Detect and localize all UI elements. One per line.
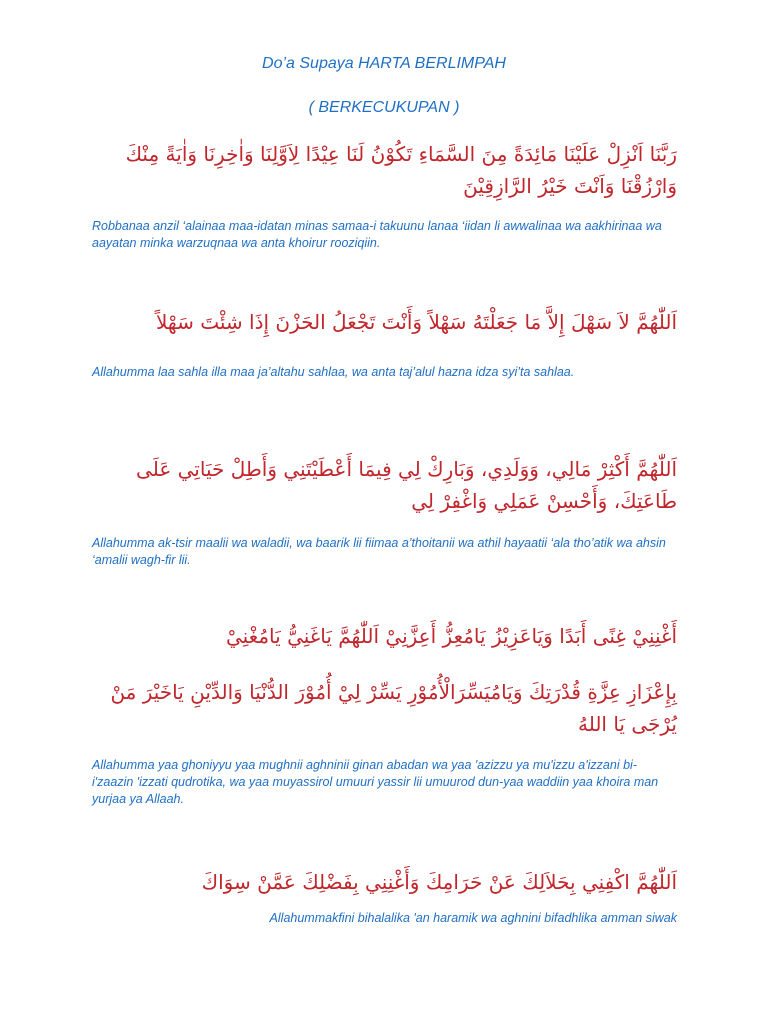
- prayer-4-arabic-line-2: بِإِعْزَازِ عِزَّةِ قُدْرَتِكَ وَيَامُيَسِّرَالْأُمُوْرِ يَسِّرْ لِيْ أُمُوْرَ الدُّنْيَا وَالدِّيْنِ يَاخَيْرَ مَنْ يُرْجَى يَا اللهُ: [110, 680, 677, 736]
- page-title: Do’a Supaya HARTA BERLIMPAH: [262, 55, 506, 72]
- prayer-3-transliteration: Allahumma ak-tsir maalii wa waladii, wa baarik lii fiimaa a’thoitanii wa athil hayaatii ‘ala tho’atik wa ahsin ‘amalii wagh-fir lii.: [92, 536, 666, 567]
- prayer-1-transliteration: Robbanaa anzil ‘alainaa maa-idatan minas samaa-i takuunu lanaa ‘iidan li awwalinaa wa aakhirinaa wa aayatan minka warzuqnaa wa anta khoirur rooziqiin.: [92, 219, 662, 250]
- page-subtitle: ( BERKECUKUPAN ): [308, 99, 460, 116]
- prayer-3-arabic: اَللّٰهُمَّ أَكْثِرْ مَالِي، وَوَلَدِي، وَبَارِكْ لِي فِيمَا أَعْطَيْتَنِي وَأَطِلْ حَيَاتِي عَلَى طَاعَتِكَ، وَأَحْسِنْ عَمَلِي وَاغْفِرْ لِي: [136, 457, 677, 513]
- prayer-4-transliteration: Allahumma yaa ghoniyyu yaa mughnii aghninii ginan abadan wa yaa 'azizzu ya mu'izzu a'izzani bi-i'zaazin 'izzati qudrotika, wa yaa muyassirol umuuri yassir lii umuurod dun-yaa waddiin yaa khoira man yurjaa ya Allaah.: [92, 758, 659, 806]
- prayer-5-arabic: اَللّٰهُمَّ اكْفِنِي بِحَلاَلِكَ عَنْ حَرَامِكَ وَأَغْنِنِي بِفَضْلِكَ عَمَّنْ سِوَاكَ: [201, 870, 677, 894]
- prayer-2-transliteration: Allahumma laa sahla illa maa ja’altahu sahlaa, wa anta taj’alul hazna idza syi’ta sahlaa.: [92, 365, 575, 379]
- prayer-2-arabic: اَللّٰهُمَّ لاَ سَهْلَ إِلاَّ مَا جَعَلْتَهُ سَهْلاً وَأَنْتَ تَجْعَلُ الحَزْنَ إِذَا شِئْتَ سَهْلاً: [155, 310, 677, 334]
- prayer-5-transliteration: Allahummakfini bihalalika 'an haramik wa aghnini bifadhlika amman siwak: [269, 911, 677, 925]
- prayer-1-arabic: رَبَّنَا اَنْزِلْ عَلَيْنَا مَائِدَةً مِنَ السَّمَاءِ تَكُوْنُ لَنَا عِيْدًا لِاَوَّلِنَا وَاٰخِرِنَا وَاٰيَةً مِنْكَ وَارْزُقْنَا وَاَنْتَ خَيْرُ الرَّازِقِيْنَ: [125, 142, 677, 198]
- prayer-4-arabic-line-1: أَغْنِنِيْ غِنًى أَبَدًا وَيَاعَزِيْزُ يَامُعِزُّ أَعِزَّنِيْ اَللّٰهُمَّ يَاغَنِيُّ يَامُغْنِيْ: [225, 624, 677, 648]
